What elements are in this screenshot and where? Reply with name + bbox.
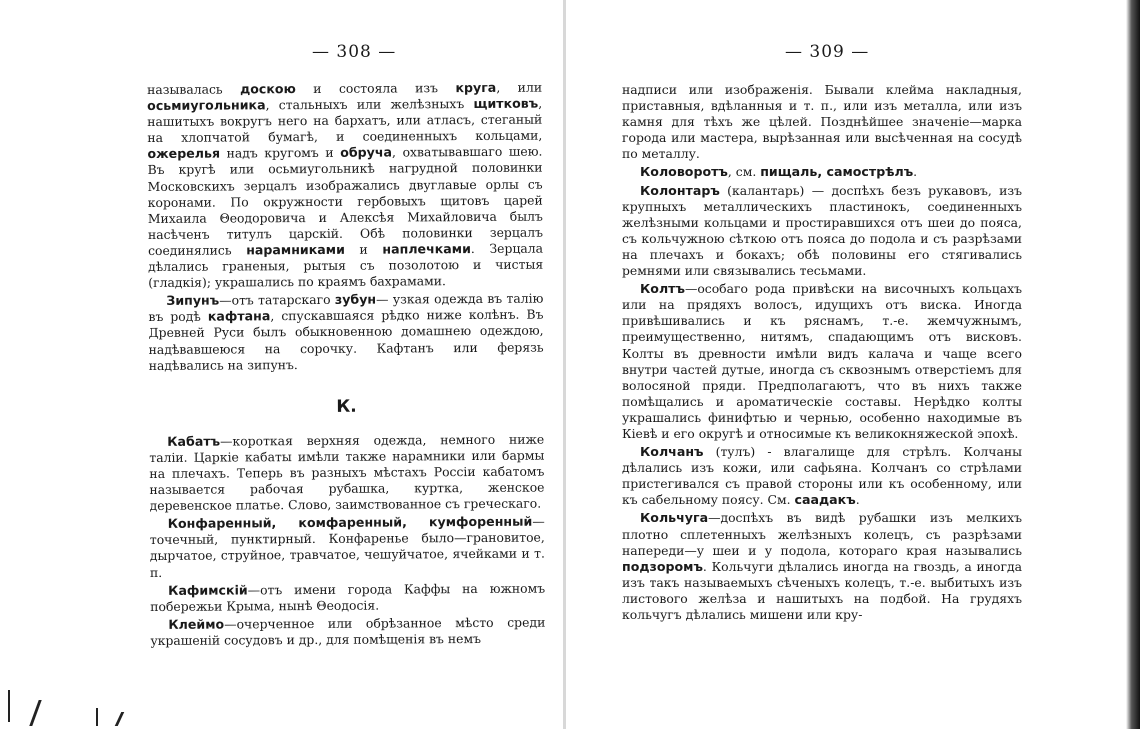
entry-text: —особаго рода привѣски на височныхъ кольцахъ или на прядяхъ волосъ, идущихъ отъ виска. Иногда привѣшивались и къ ряснамъ, т.-е. жемчужнымъ, преимущественно, нитямъ, спадающимъ отъ висковъ. Колты въ древности имѣли видъ калача и чаще всего внутри частей дутые, иногда съ сквознымъ отверстіемъ для волосяной пряди. Предполагаютъ, что въ нихъ также помѣщались и ароматическіе составы. Нерѣдко колты украшались финифтью и чернью, особенно находимые въ Кіевѣ и его округѣ и относимые къ великокняжеской эпохѣ.	[622, 281, 1022, 441]
entry-text: (калантарь) — доспѣхъ безъ рукавовъ, изъ крупныхъ металлическихъ пластинокъ, соединенныхъ желѣзными кольцами и простиравшихся отъ шеи до пояса, съ кольчужною сѣткою отъ пояса до подола и съ разрѣзами на плечахъ и бокахъ; обѣ половины его стягивались ремнями или связывались тесьмами.	[622, 182, 1022, 279]
entry-keyword: Конфаренный, комфаренный, кумфоренный	[167, 513, 533, 532]
entry-keyword: Кафимскій	[168, 582, 248, 598]
entry-text: —отъ имени города Каффы на южномъ побережьи Крыма, нынѣ Θеодосія.	[150, 580, 546, 614]
continuation-paragraph	[622, 82, 1022, 162]
entry-keyword: саадакъ	[794, 492, 856, 508]
entry-text: , спускавшаяся рѣдко ниже колѣнъ. Въ Древней Руси былъ обыкновенною домашнею одеждою, надѣвавшеюся на сорочку. Кафтанъ или ферязь надѣвались на зипунъ.	[148, 306, 544, 373]
dictionary-entry	[148, 291, 543, 374]
entry-text: , нашитыхъ вокругъ него на бархатъ, или атласъ, стеганый на хлопчатой бумагѣ, и соединенныхъ кольцами,	[147, 95, 543, 146]
entry-text: называлась	[147, 81, 241, 97]
page-number-left: — 308 —	[312, 42, 397, 62]
entry-text: . Кольчуги дѣлались иногда на гвоздь, а иногда изъ такъ называемыхъ сѣченыхъ колецъ, т.-е. выбитыхъ изъ листового желѣза и нашитыхъ на подбой. На грудяхъ кольчугъ дѣлались мишени или кру-	[622, 558, 1022, 622]
entry-text: надписи или изображенія. Бывали клейма накладныя, приставныя, вдѣланныя и т. п., или изъ металла, или изъ камня для тѣхъ же цѣлей. Позднѣйшее значеніе—марка города или мастера, вырѣзанная или высѣченная на сосудѣ по металлу.	[622, 82, 1022, 162]
entry-keyword: пищаль, самострѣлъ	[760, 164, 914, 180]
scan-mark	[115, 712, 125, 726]
page-edge-shadow	[1126, 0, 1140, 729]
entry-text: .	[855, 492, 860, 508]
scan-mark	[8, 690, 10, 722]
entry-keyword: Колчанъ	[640, 444, 704, 460]
dictionary-entry	[622, 444, 1022, 508]
entry-keyword: щитковъ	[473, 95, 539, 112]
entry-text: —очерченное или обрѣзанное мѣсто среди украшеній сосудовъ и др., для помѣщенія въ немъ	[150, 614, 546, 648]
entry-keyword: Кабатъ	[167, 433, 221, 449]
right-page-text	[622, 80, 1022, 623]
entry-text: , охватывавшаго шею. Въ кругѣ или осьмиугольникѣ нагрудной половинки Московскихъ зерцалъ изображались двуглавые орлы съ коронами. По окружности гербовыхъ щитовъ царей Михаила Θеодоровича и Алексѣя Михайловича былъ насѣченъ титулъ царскій. Обѣ половинки зерцалъ соединялись	[147, 143, 543, 258]
entry-text: (тулъ) - влагалище для стрѣлъ. Колчаны дѣлались изъ кожи, или сафьяна. Колчанъ со стрѣлами пристегивался съ правой стороны или къ особенному, или къ сабельному поясу. См.	[622, 444, 1022, 508]
entry-text: —короткая верхняя одежда, немного ниже таліи. Царкіе кабаты имѣли также нарамники или бармы на плечахъ. Теперь въ разныхъ мѣстахъ Россіи кабатомъ называется рабочая рубашка, куртка, женское деревенское платье. Слово, заимствованное съ греческаго.	[149, 431, 545, 514]
entry-text: —отъ татарскаго	[219, 292, 335, 308]
entry-keyword: круга	[455, 79, 497, 96]
entry-keyword: нарамниками	[246, 241, 345, 258]
dictionary-entry	[622, 510, 1022, 623]
dictionary-entry	[150, 580, 545, 615]
entry-text: , см.	[727, 164, 761, 180]
scan-mark	[29, 700, 41, 726]
entry-keyword: осьмиугольника	[147, 97, 266, 114]
dictionary-entry	[150, 614, 545, 649]
right-page	[565, 0, 1140, 729]
entry-text: —доспѣхъ въ видѣ рубашки изъ мелкихъ плотно сплетенныхъ желѣзныхъ колецъ, съ разрѣзами напереди—у шеи и у подола, котораго края назывались	[622, 510, 1022, 558]
entry-text: и	[344, 241, 383, 257]
left-page-text	[147, 78, 545, 649]
entry-text: , стальныхъ или желѣзныхъ	[265, 96, 474, 113]
entry-keyword: Коловоротъ	[640, 164, 728, 180]
entry-keyword: зубун	[334, 291, 377, 308]
entry-text: и состояла изъ	[295, 80, 456, 97]
entry-keyword: обруча	[340, 144, 393, 161]
entry-text: .	[913, 164, 918, 180]
entry-keyword: наплечками	[382, 240, 471, 257]
entry-keyword: Колонтаръ	[640, 182, 720, 198]
dictionary-entry	[622, 281, 1022, 442]
left-page	[0, 0, 565, 729]
entry-keyword: Колтъ	[640, 281, 685, 297]
page-number-right: — 309 —	[785, 42, 870, 62]
entry-keyword: подзоромъ	[622, 558, 703, 574]
entry-keyword: Клеймо	[168, 616, 225, 632]
entry-keyword: кафтана	[207, 308, 271, 324]
entry-text: , или	[496, 79, 543, 95]
entry-text: —точечный, пунктирный. Конфаренье было—грановитое, дырчатое, струйное, травчатое, чешуйчатое, ячейками и т. п.	[149, 513, 545, 580]
section-letter: К.	[336, 396, 357, 417]
entry-keyword: ожерелья	[147, 145, 221, 162]
dictionary-entry	[622, 183, 1022, 280]
entry-text: . Зерцала дѣлались граненыя, рытыя съ позолотою и чистыя (гладкія); украшались по краямъ бахрамами.	[148, 240, 544, 291]
entry-text: — узкая одежда въ талію въ родѣ	[148, 290, 544, 325]
entry-keyword: Кольчуга	[640, 510, 709, 526]
entry-text: надъ кругомъ и	[219, 145, 341, 161]
dictionary-entry	[149, 431, 544, 514]
entry-keyword: Зипунъ	[166, 292, 220, 309]
dictionary-entry	[150, 514, 545, 581]
entry-keyword: доскою	[240, 81, 296, 97]
dictionary-entry	[622, 164, 1022, 180]
scan-mark	[96, 708, 98, 726]
continuation-paragraph	[147, 80, 543, 292]
